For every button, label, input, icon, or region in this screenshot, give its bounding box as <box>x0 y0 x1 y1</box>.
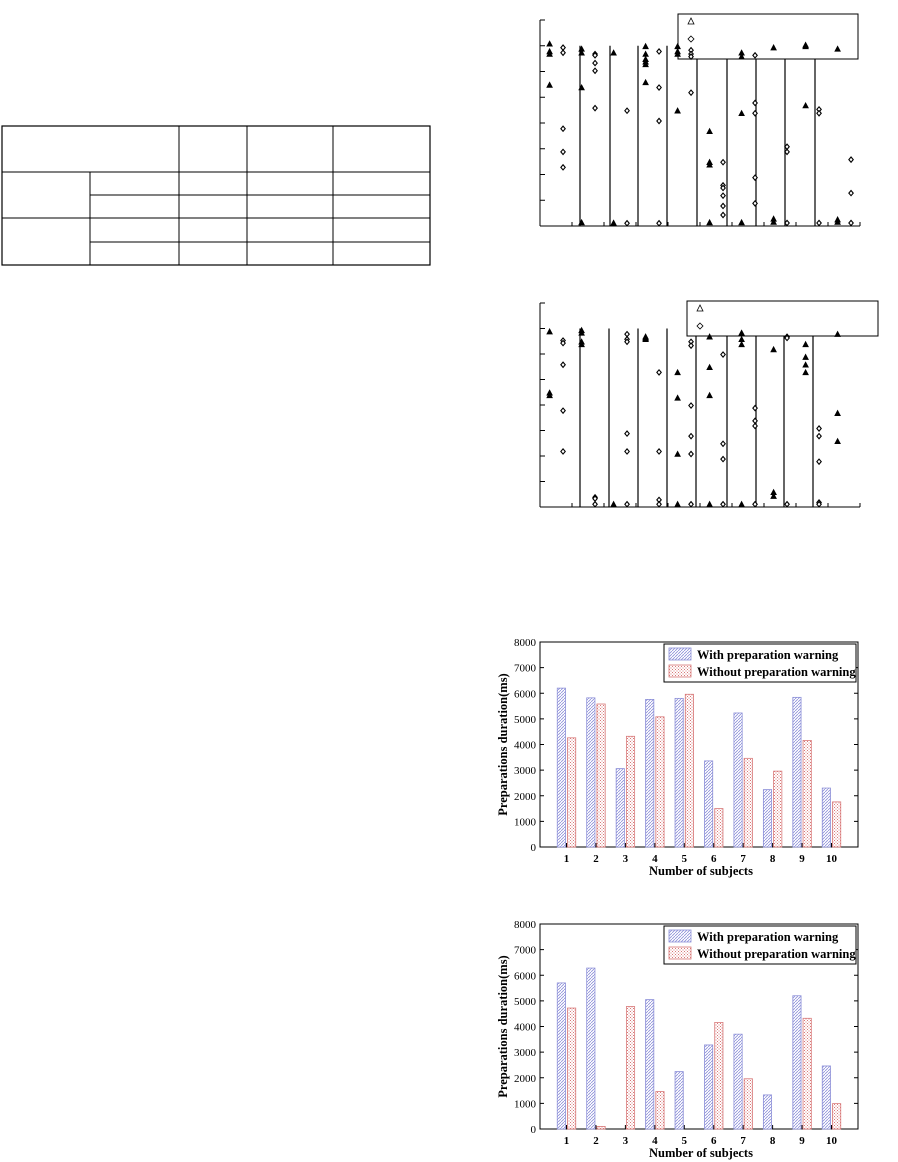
legend-box <box>687 301 878 336</box>
triangle-point <box>675 108 680 113</box>
y-tick-label: 2000 <box>514 790 536 803</box>
triangle-point <box>547 41 552 46</box>
y-tick-label: 0 <box>530 1124 536 1136</box>
x-tick-label: 5 <box>681 1135 688 1147</box>
triangle-point <box>803 342 808 347</box>
y-axis-label: Preparations duration(ms) <box>496 955 510 1098</box>
x-tick-label: 4 <box>652 853 658 865</box>
triangle-point <box>835 439 840 444</box>
triangle-point <box>771 347 776 352</box>
bar-without-warning <box>774 771 782 847</box>
bar-with-warning <box>704 1045 712 1129</box>
x-tick-label: 7 <box>740 853 746 865</box>
legend-box <box>678 14 858 59</box>
scatter-chart-2 <box>0 295 898 525</box>
x-tick-label: 1 <box>563 1135 570 1147</box>
diamond-point <box>721 502 725 507</box>
y-tick-label: 1000 <box>514 1098 536 1111</box>
x-tick-label: 10 <box>826 1135 837 1147</box>
y-tick-label: 5000 <box>514 713 536 726</box>
y-axis-label: Preparations duration(ms) <box>496 673 510 816</box>
diamond-point <box>561 165 565 170</box>
diamond-point <box>817 426 821 431</box>
triangle-point <box>707 365 712 370</box>
diamond-point <box>561 50 565 55</box>
bar-with-warning <box>557 688 565 847</box>
bar-chart-1 <box>0 630 898 880</box>
triangle-point <box>643 44 648 49</box>
bar-with-warning <box>557 983 565 1129</box>
diamond-point <box>721 193 725 198</box>
triangle-point <box>835 411 840 416</box>
diamond-point <box>721 352 725 357</box>
diamond-point <box>849 191 853 196</box>
y-tick-label: 3000 <box>514 1047 536 1060</box>
bar-with-warning <box>646 1000 654 1129</box>
triangle-point <box>803 370 808 375</box>
bar-with-warning <box>704 761 712 847</box>
bar-without-warning <box>833 802 841 847</box>
diamond-point <box>657 85 661 90</box>
diamond-point <box>657 370 661 375</box>
x-axis-label: Number of subjects <box>649 1146 753 1160</box>
triangle-point <box>803 103 808 108</box>
bar-without-warning <box>568 738 576 847</box>
bar-with-warning <box>793 996 801 1129</box>
bar-with-warning <box>763 790 771 847</box>
diamond-point <box>721 441 725 446</box>
diamond-point <box>849 220 853 225</box>
diamond-point <box>817 111 821 116</box>
diamond-point <box>625 502 629 507</box>
y-tick-label: 6000 <box>514 970 536 983</box>
diamond-point <box>625 431 629 436</box>
legend-swatch <box>669 648 691 660</box>
diamond-point <box>721 212 725 217</box>
triangle-point <box>611 502 616 507</box>
diamond-point <box>689 90 693 95</box>
y-tick-label: 5000 <box>514 995 536 1008</box>
diamond-point <box>625 449 629 454</box>
diamond-point <box>561 408 565 413</box>
diamond-point <box>689 502 693 507</box>
legend-label: With preparation warning <box>697 648 839 662</box>
x-tick-label: 3 <box>622 853 629 865</box>
y-tick-label: 0 <box>530 842 536 854</box>
bar-without-warning <box>626 1007 634 1129</box>
x-tick-label: 5 <box>681 853 688 865</box>
bar-with-warning <box>734 1034 742 1129</box>
x-tick-label: 4 <box>652 1135 658 1147</box>
triangle-point <box>611 220 616 225</box>
x-tick-label: 6 <box>710 1135 717 1147</box>
scatter-chart-1 <box>0 10 898 260</box>
x-tick-label: 8 <box>769 853 776 865</box>
diamond-point <box>561 449 565 454</box>
bar-without-warning <box>626 736 634 847</box>
legend-label: Without preparation warning <box>697 665 856 679</box>
triangle-point <box>803 355 808 360</box>
triangle-point <box>675 395 680 400</box>
x-tick-label: 1 <box>563 853 570 865</box>
x-tick-label: 2 <box>593 1135 599 1147</box>
y-tick-label: 4000 <box>514 739 536 752</box>
triangle-point <box>547 329 552 334</box>
legend-label: With preparation warning <box>697 930 839 944</box>
diamond-point <box>625 221 629 226</box>
triangle-point <box>675 502 680 507</box>
triangle-point <box>707 502 712 507</box>
x-tick-label: 7 <box>740 1135 746 1147</box>
y-tick-label: 3000 <box>514 765 536 778</box>
bar-chart-2 <box>0 912 898 1162</box>
bar-without-warning <box>715 809 723 847</box>
bar-with-warning <box>587 968 595 1129</box>
diamond-point <box>657 449 661 454</box>
legend-swatch <box>669 665 691 677</box>
diamond-point <box>593 60 597 65</box>
diamond-point <box>817 459 821 464</box>
triangle-point <box>643 51 648 56</box>
bar-without-warning <box>656 1092 664 1129</box>
x-tick-label: 9 <box>799 1135 805 1147</box>
bar-without-warning <box>803 1018 811 1129</box>
diamond-point <box>721 160 725 165</box>
legend-swatch <box>669 930 691 942</box>
diamond-point <box>785 502 789 507</box>
bar-with-warning <box>822 1066 830 1129</box>
bar-without-warning <box>685 694 693 847</box>
diamond-point <box>593 68 597 73</box>
diamond-point <box>561 149 565 154</box>
x-tick-label: 2 <box>593 853 599 865</box>
triangle-point <box>643 80 648 85</box>
x-tick-label: 9 <box>799 853 805 865</box>
legend-label: Without preparation warning <box>697 947 856 961</box>
y-tick-label: 2000 <box>514 1072 536 1085</box>
y-tick-label: 6000 <box>514 688 536 701</box>
triangle-point <box>803 362 808 367</box>
bar-without-warning <box>803 740 811 847</box>
diamond-point <box>593 502 597 507</box>
diamond-point <box>817 220 821 225</box>
bar-without-warning <box>744 1079 752 1129</box>
diamond-point <box>593 106 597 111</box>
diamond-point <box>561 126 565 131</box>
y-tick-label: 8000 <box>514 637 536 649</box>
x-tick-label: 10 <box>826 853 837 865</box>
x-tick-label: 8 <box>769 1135 776 1147</box>
bar-with-warning <box>793 697 801 847</box>
y-tick-label: 1000 <box>514 816 536 829</box>
diamond-point <box>657 49 661 54</box>
triangle-point <box>675 451 680 456</box>
y-tick-label: 8000 <box>514 919 536 931</box>
diamond-point <box>721 457 725 462</box>
diamond-point <box>657 221 661 226</box>
x-axis-label: Number of subjects <box>649 864 753 878</box>
triangle-point <box>707 393 712 398</box>
triangle-point <box>739 111 744 116</box>
diamond-point <box>817 434 821 439</box>
diamond-point <box>657 502 661 507</box>
diamond-point <box>689 343 693 348</box>
diamond-point <box>849 157 853 162</box>
bar-with-warning <box>675 698 683 847</box>
triangle-point <box>739 220 744 225</box>
triangle-point <box>739 342 744 347</box>
triangle-point <box>707 220 712 225</box>
diamond-point <box>689 403 693 408</box>
diamond-point <box>689 451 693 456</box>
y-tick-label: 7000 <box>514 944 536 957</box>
triangle-point <box>739 502 744 507</box>
triangle-point <box>707 129 712 134</box>
bar-with-warning <box>646 699 654 847</box>
bar-without-warning <box>568 1008 576 1129</box>
diamond-point <box>625 108 629 113</box>
triangle-point <box>611 50 616 55</box>
bar-with-warning <box>675 1072 683 1129</box>
diamond-point <box>721 203 725 208</box>
diamond-point <box>689 434 693 439</box>
bar-without-warning <box>744 758 752 847</box>
bar-without-warning <box>656 717 664 847</box>
diamond-point <box>561 362 565 367</box>
triangle-point <box>547 82 552 87</box>
bar-without-warning <box>597 704 605 847</box>
bar-with-warning <box>616 769 624 847</box>
bar-without-warning <box>597 1126 605 1129</box>
diamond-point <box>657 118 661 123</box>
triangle-point <box>675 370 680 375</box>
x-tick-label: 3 <box>622 1135 629 1147</box>
bar-with-warning <box>822 788 830 847</box>
triangle-point <box>707 160 712 165</box>
bar-without-warning <box>833 1104 841 1129</box>
bar-with-warning <box>734 713 742 847</box>
legend-swatch <box>669 947 691 959</box>
bar-with-warning <box>763 1095 771 1129</box>
x-tick-label: 6 <box>710 853 717 865</box>
bar-with-warning <box>587 698 595 847</box>
y-tick-label: 7000 <box>514 662 536 675</box>
bar-without-warning <box>715 1022 723 1129</box>
y-tick-label: 4000 <box>514 1021 536 1034</box>
